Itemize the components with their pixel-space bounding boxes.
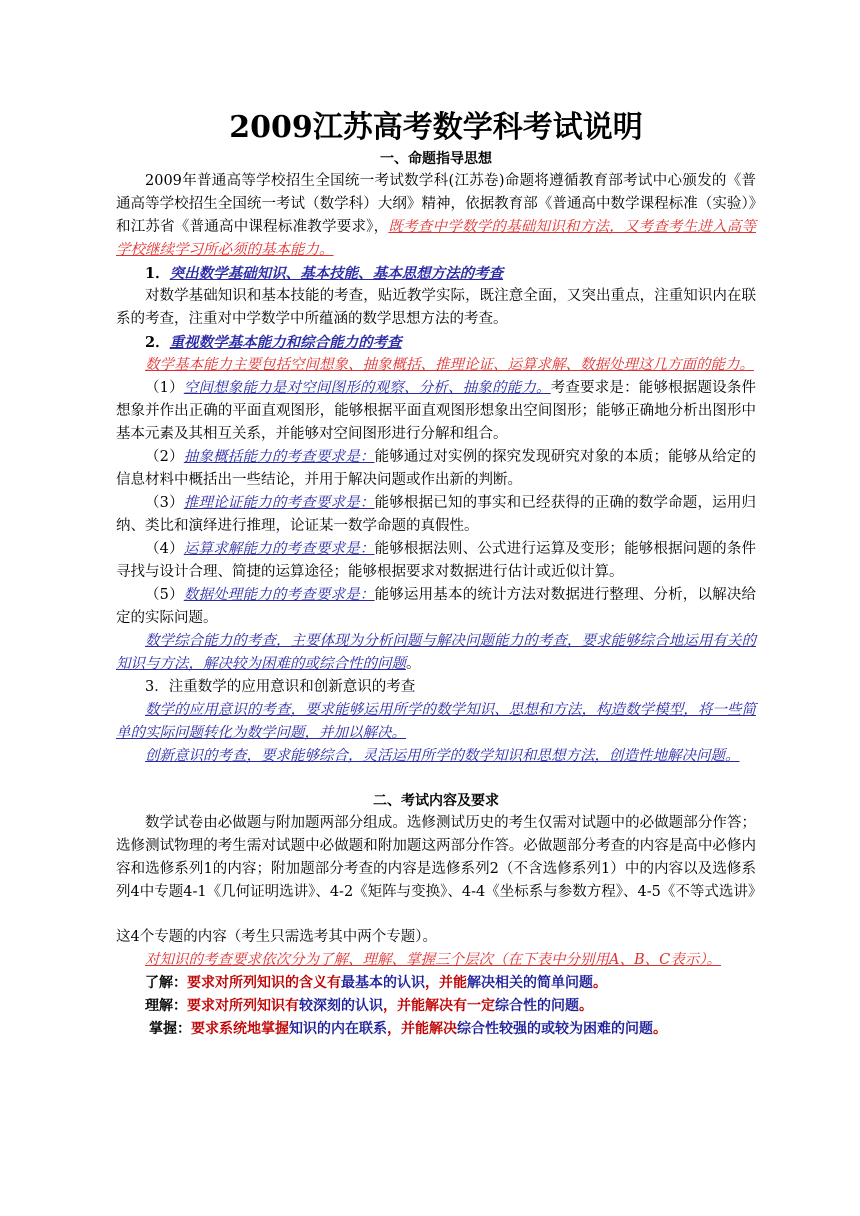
content-paragraph: 数学试卷由必做题与附加题两部分组成。选修测试历史的考生仅需对试题中的必做题部分作答；选修测试物理的考生需对试题中必做题和附加题这两部分作答。必做题部分考查的内容是高中必修内容和选修系列1的内容；附加题部分考查的内容是选修系列2（不含选修系列1）中的内容以及选修系列4中专题4-1《几何证明选讲》、4-2《矩阵与变换》、4-4《坐标系与参数方程》、4-5《不等式选讲》 <box>116 815 763 900</box>
level-text: ，并能 <box>425 975 467 991</box>
application-text: 数学的应用意识的考查，要求能够运用所学的数学知识、思想和方法，构造数学模型，将一些简单的实际问题转化为数学问题，并加以解决。 <box>116 702 756 741</box>
level-text: 最基本的认识 <box>341 975 425 991</box>
ability-num: （2） <box>145 449 184 465</box>
point-1-heading <box>116 262 756 285</box>
level-text: 要求对所列知识有 <box>187 998 299 1014</box>
comprehensive-end: 。 <box>406 656 421 672</box>
point-2-emphasis <box>116 354 756 377</box>
level-text: 解决相关的简单问题 <box>467 975 593 991</box>
level-text: 。 <box>579 998 593 1014</box>
ability-text: 能够运用基本的统计方法对数据进行整理、分析，以解决给定的实际问题。 <box>116 587 757 626</box>
level-text: 要求系统地掌握 <box>191 1021 289 1037</box>
level-item-comprehend <box>145 995 756 1018</box>
intro-text: 2009年普通高等学校招生全国统一考试数学科(江苏卷)命题将遵循教育部考试中心颁发的《普通高等学校招生全国统一考试（数学科）大纲》精神，依据教育部《普通高中数学课程标准（实验）》和江苏省《普通高中课程标准教学要求》， <box>116 173 756 235</box>
ability-lead: 数据处理能力的考查要求是： <box>183 587 375 603</box>
document-title: 2009江苏高考数学科考试说明 <box>229 110 643 145</box>
level-text: ，并能解决有一定 <box>383 998 495 1014</box>
level-text: 综合性较强的或较为困难的问题 <box>457 1021 653 1037</box>
levels-list <box>116 972 756 1041</box>
ability-item <box>116 492 756 538</box>
ability-num: （4） <box>145 541 184 557</box>
ability-lead: 运算求解能力的考查要求是： <box>183 541 375 557</box>
ability-num: （3） <box>145 495 184 511</box>
spacer <box>116 904 756 926</box>
level-label: 了解： <box>145 975 187 991</box>
point-2-title: 重视数学基本能力和综合能力的考查 <box>169 334 402 351</box>
point-1-text: 对数学基础知识和基本技能的考查，贴近教学实际，既注意全面，又突出重点，注重知识内在联系的考查，注重对中学数学中所蕴涵的数学思想方法的考查。 <box>116 288 756 327</box>
ability-item <box>116 538 756 584</box>
ability-lead: 空间想象能力是对空间图形的观察、分析、抽象的能力。 <box>183 380 551 396</box>
level-item-master <box>145 1018 756 1041</box>
content-paragraph-2: 这4个专题的内容（考生只需选考其中两个专题）。 <box>116 929 437 945</box>
level-text: 较深刻的认识 <box>299 998 383 1014</box>
spacer <box>116 768 756 790</box>
level-text: 。 <box>593 975 607 991</box>
level-text: 知识的内在联系 <box>289 1021 387 1037</box>
level-text: ，并能解决 <box>387 1021 457 1037</box>
abilities-list <box>116 377 756 630</box>
intro-emphasis: 既考查中学数学的基础知识和方法，又考查考生进入高等学校继续学习所必须的基本能力。 <box>116 219 757 258</box>
section-heading-1: 一、命题指导思想 <box>380 151 492 167</box>
level-item-understand <box>145 972 756 995</box>
application-paragraph <box>116 699 756 745</box>
ability-text: 能够根据法则、公式进行运算及变形；能够根据问题的条件寻找与设计合理、简捷的运算途径；能够根据要求对数据进行估计或近似计算。 <box>116 541 757 580</box>
section-heading-2: 二、考试内容及要求 <box>373 793 499 809</box>
ability-item <box>116 446 756 492</box>
level-text: 。 <box>653 1021 667 1037</box>
point-1-title: 突出数学基础知识、基本技能、基本思想方法的考查 <box>169 265 504 282</box>
point-3-heading: 3．注重数学的应用意识和创新意识的考查 <box>145 679 416 695</box>
ability-lead: 抽象概括能力的考查要求是： <box>183 449 375 465</box>
level-text: 综合性的问题 <box>495 998 579 1014</box>
level-text: 要求对所列知识的含义有 <box>187 975 341 991</box>
ability-text: 考查要求是：能够根据题设条件想象并作出正确的平面直观图形，能够根据平面直观图形想象出空间图形；能够正确地分析出图形中基本元素及其相互关系，并能够对空间图形进行分解和组合。 <box>116 380 757 442</box>
level-label: 理解： <box>145 998 187 1014</box>
innovation-paragraph <box>116 745 756 768</box>
ability-text: 能够通过对实例的探究发现研究对象的本质；能够从给定的信息材料中概括出一些结论，并用于解决问题或作出新的判断。 <box>116 449 757 488</box>
innovation-text: 创新意识的考查，要求能够综合，灵活运用所学的数学知识和思想方法，创造性地解决问题。 <box>145 748 740 764</box>
ability-text: 能够根据已知的事实和已经获得的正确的数学命题，运用归纳、类比和演绎进行推理，论证某一数学命题的真假性。 <box>116 495 757 534</box>
ability-num: （1） <box>145 380 184 396</box>
comprehensive-paragraph <box>116 630 756 676</box>
point-2-num: 2． <box>145 334 170 351</box>
document-page <box>116 108 763 1041</box>
abilities-summary: 数学基本能力主要包括空间想象、抽象概括、推理论证、运算求解、数据处理这几方面的能力。 <box>145 357 754 373</box>
ability-num: （5） <box>145 587 184 603</box>
level-label: 掌握： <box>149 1021 191 1037</box>
comprehensive-text: 数学综合能力的考查，主要体现为分析问题与解决问题能力的考查，要求能够综合地运用有关的知识与方法，解决较为困难的或综合性的问题 <box>116 633 756 672</box>
ability-lead: 推理论证能力的考查要求是： <box>183 495 375 511</box>
intro-paragraph <box>116 170 756 262</box>
point-1-num: 1． <box>145 265 170 282</box>
point-2-heading <box>116 331 756 354</box>
levels-intro <box>116 949 756 972</box>
levels-intro-text: 对知识的考查要求依次分为了解、理解、掌握三个层次（在下表中分别用A、B、C表示）。 <box>145 952 721 968</box>
ability-item <box>116 377 756 446</box>
ability-item <box>116 584 756 630</box>
